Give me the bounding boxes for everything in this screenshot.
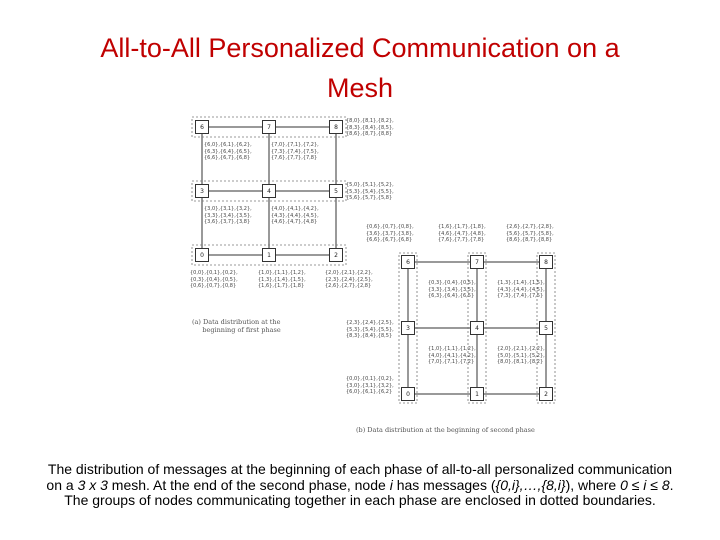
p1-node-1: 1 — [262, 248, 276, 262]
p1-label-0: {0,0},{0,1},{0,2}, {0,3},{0,4},{0,5}, {0,6},{0,7},{0,8} — [190, 270, 238, 289]
p1-label-4: {4,0},{4,1},{4,2}, {4,3},{4,4},{4,5}, {4,6},{4,7},{4,8} — [271, 206, 319, 225]
p1-label-1: {1,0},{1,1},{1,2}, {1,3},{1,4},{1,5}, {1,6},{1,7},{1,8} — [258, 270, 306, 289]
p2-label-top-0: {0,6},{0,7},{0,8}, {3,6},{3,7},{3,8}, {6,6},{6,7},{6,8} — [366, 224, 414, 243]
p2-label-bot-2: {2,0},{2,1},{2,2}, {5,0},{5,1},{5,2}, {8,0},{8,1},{8,2} — [497, 346, 545, 365]
p2-label-mid-1: {1,3},{1,4},{1,5}, {4,3},{4,4},{4,5}, {7,3},{7,4},{7,5} — [497, 280, 545, 299]
slide-caption — [40, 462, 680, 509]
p1-node-6: 6 — [195, 120, 209, 134]
p1-node-4: 4 — [262, 184, 276, 198]
p1-label-6: {6,0},{6,1},{6,2}, {6,3},{6,4},{6,5}, {6,6},{6,7},{6,8} — [204, 142, 252, 161]
p1-node-2: 2 — [329, 248, 343, 262]
caption-range: 0 ≤ i ≤ 8 — [620, 476, 670, 493]
p2-node-4: 4 — [470, 321, 484, 335]
p2-label-top-1: {1,6},{1,7},{1,8}, {4,6},{4,7},{4,8}, {7,6},{7,7},{7,8} — [438, 224, 486, 243]
p2-label-top-2: {2,6},{2,7},{2,8}, {5,6},{5,7},{5,8}, {8,6},{8,7},{8,8} — [506, 224, 554, 243]
phase2-caption: (b) Data distribution at the beginning of second phase — [356, 426, 535, 434]
p2-node-5: 5 — [539, 321, 553, 335]
p2-node-8: 8 — [539, 255, 553, 269]
p2-node-3: 3 — [401, 321, 415, 335]
p2-node-7: 7 — [470, 255, 484, 269]
p1-node-7: 7 — [262, 120, 276, 134]
p1-node-8: 8 — [329, 120, 343, 134]
p2-label-mid-2: {2,3},{2,4},{2,5}, {5,3},{5,4},{5,5}, {8,3},{8,4},{8,5} — [346, 320, 394, 339]
p1-label-5: {5,0},{5,1},{5,2}, {5,3},{5,4},{5,5}, {5,6},{5,7},{5,8} — [346, 182, 394, 201]
p2-label-mid-0: {0,3},{0,4},{0,5}, {3,3},{3,4},{3,5}, {6,3},{6,4},{6,5} — [428, 280, 476, 299]
p2-node-1: 1 — [470, 387, 484, 401]
caption-part3: has messages ( — [392, 476, 496, 493]
p1-node-5: 5 — [329, 184, 343, 198]
caption-node-i: i — [389, 476, 393, 493]
p1-label-7: {7,0},{7,1},{7,2}, {7,3},{7,4},{7,5}, {7,6},{7,7},{7,8} — [271, 142, 319, 161]
p1-label-2: {2,0},{2,1},{2,2}, {2,3},{2,4},{2,5}, {2,6},{2,7},{2,8} — [325, 270, 373, 289]
p2-node-2: 2 — [539, 387, 553, 401]
p1-node-0: 0 — [195, 248, 209, 262]
slide-title-line1: All-to-All Personalized Communication on a — [100, 33, 620, 63]
caption-part5: . The groups of nodes communicating together in each phase are enclosed in dotted boundaries. — [64, 476, 674, 508]
p1-label-3: {3,0},{3,1},{3,2}, {3,3},{3,4},{3,5}, {3,6},{3,7},{3,8} — [204, 206, 252, 225]
p2-node-0: 0 — [401, 387, 415, 401]
phase1-caption: (a) Data distribution at the beginning of first phase — [192, 318, 281, 334]
p1-node-3: 3 — [195, 184, 209, 198]
p2-node-6: 6 — [401, 255, 415, 269]
slide-title — [0, 28, 720, 108]
caption-msgs: {0,i},…,{8,i} — [495, 476, 566, 493]
caption-mesh-size: 3 x 3 — [77, 476, 108, 493]
p2-label-bot-0: {0,0},{0,1},{0,2}, {3,0},{3,1},{3,2}, {6,0},{6,1},{6,2} — [346, 376, 394, 395]
p1-label-8: {8,0},{8,1},{8,2}, {8,3},{8,4},{8,5}, {8,6},{8,7},{8,8} — [346, 118, 394, 137]
p2-label-bot-1: {1,0},{1,1},{1,2}, {4,0},{4,1},{4,2}, {7,0},{7,1},{7,2} — [428, 346, 476, 365]
caption-part2: mesh. At the end of the second phase, node — [107, 476, 390, 493]
caption-part4: ), where — [565, 476, 621, 493]
mesh-figure — [180, 110, 560, 440]
caption-part1: The distribution of messages at the beginning of each phase of all-to-all personalized communication on a — [46, 461, 673, 493]
slide-title-line2: Mesh — [326, 73, 394, 103]
